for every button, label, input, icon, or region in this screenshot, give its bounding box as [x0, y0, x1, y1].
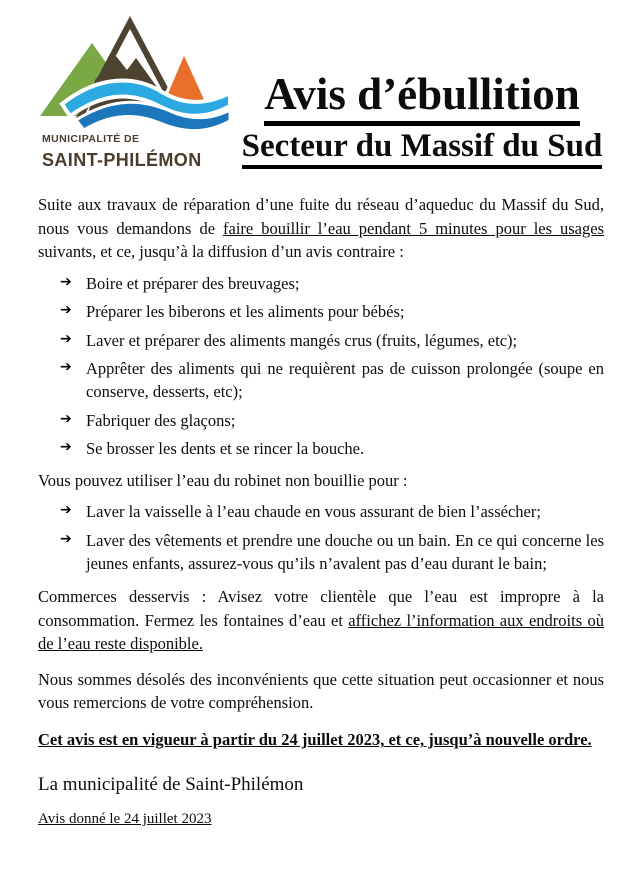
list-item-text: Apprêter des aliments qui ne requièrent pas de cuisson prolongée (soupe en conserve, desserts, etc); [86, 358, 604, 402]
list-item [60, 272, 604, 295]
signature-line: La municipalité de Saint-Philémon [38, 773, 304, 795]
list-item-text: Laver des vêtements et prendre une douche ou un bain. En ce qui concerne les jeunes enfants, assurez-vous qu’ils n’avalent pas d’eau durant le bain; [86, 530, 604, 573]
list-item [60, 357, 604, 404]
intro-text-underlined: faire bouillir l’eau pendant 5 minutes pour les usages [223, 218, 604, 238]
list-item-text: Fabriquer des glaçons; [86, 410, 236, 430]
boil-uses-list [60, 272, 604, 461]
arrow-bullet-icon: ➔ [60, 410, 72, 427]
arrow-bullet-icon: ➔ [60, 273, 72, 290]
page-title: Avis d’ébullition [264, 72, 579, 126]
list-item-text: Laver la vaisselle à l’eau chaude en vous assurant de bien l’assécher; [86, 502, 541, 522]
intro-text-post: suivants, et ce, jusqu’à la diffusion d’un avis contraire : [38, 242, 404, 262]
arrow-bullet-icon: ➔ [60, 330, 72, 347]
intro-text-pre: Suite aux travaux de réparation d’une fuite du réseau d’aqueduc du Massif du Sud, nous vous demandons de [38, 195, 604, 238]
document-header [38, 12, 604, 173]
arrow-bullet-icon: ➔ [60, 358, 72, 375]
list-item-text: Boire et préparer des breuvages; [86, 273, 300, 293]
list-item [60, 529, 604, 576]
list-item-text: Se brosser les dents et se rincer la bouche. [86, 439, 365, 459]
intro-paragraph [38, 193, 604, 263]
arrow-bullet-icon: ➔ [60, 439, 72, 456]
list-item [60, 409, 604, 432]
list-item [60, 500, 604, 523]
arrow-bullet-icon: ➔ [60, 530, 72, 547]
tap-uses-list [60, 500, 604, 575]
page-subtitle: Secteur du Massif du Sud [242, 129, 603, 170]
list-item [60, 300, 604, 323]
businesses-paragraph [38, 585, 604, 655]
logo-wordmark-line2: SAINT-PHILÉMON [42, 149, 202, 170]
effective-notice: Cet avis est en vigueur à partir du 24 juillet 2023, et ce, jusqu’à nouvelle ordre. [38, 730, 592, 750]
tap-water-intro: Vous pouvez utiliser l’eau du robinet non bouillie pour : [38, 470, 408, 490]
apology-paragraph: Nous sommes désolés des inconvénients que cette situation peut occasionner et nous vous remercions de votre compréhension. [38, 669, 604, 713]
businesses-text-pre: Commerces desservis : Avisez votre clientèle que l’eau est impropre à la consommation. Fermez les fontaines d’eau et [38, 587, 604, 630]
businesses-text-underlined: affichez l’information aux endroits où de l’eau reste disponible. [38, 610, 604, 654]
arrow-bullet-icon: ➔ [60, 302, 72, 319]
list-item-text: Préparer les biberons et les aliments pour bébés; [86, 302, 405, 322]
municipality-logo [32, 12, 240, 173]
logo-wordmark-line1: MUNICIPALITÉ DE [42, 133, 140, 145]
issued-date-line: Avis donné le 24 juillet 2023 [38, 810, 212, 827]
arrow-bullet-icon: ➔ [60, 502, 72, 519]
list-item [60, 329, 604, 352]
list-item-text: Laver et préparer des aliments mangés crus (fruits, légumes, etc); [86, 330, 518, 350]
mountains-water-logo-icon [32, 12, 232, 130]
logo-wordmark [42, 132, 240, 173]
title-block [240, 68, 604, 174]
list-item [60, 437, 604, 460]
